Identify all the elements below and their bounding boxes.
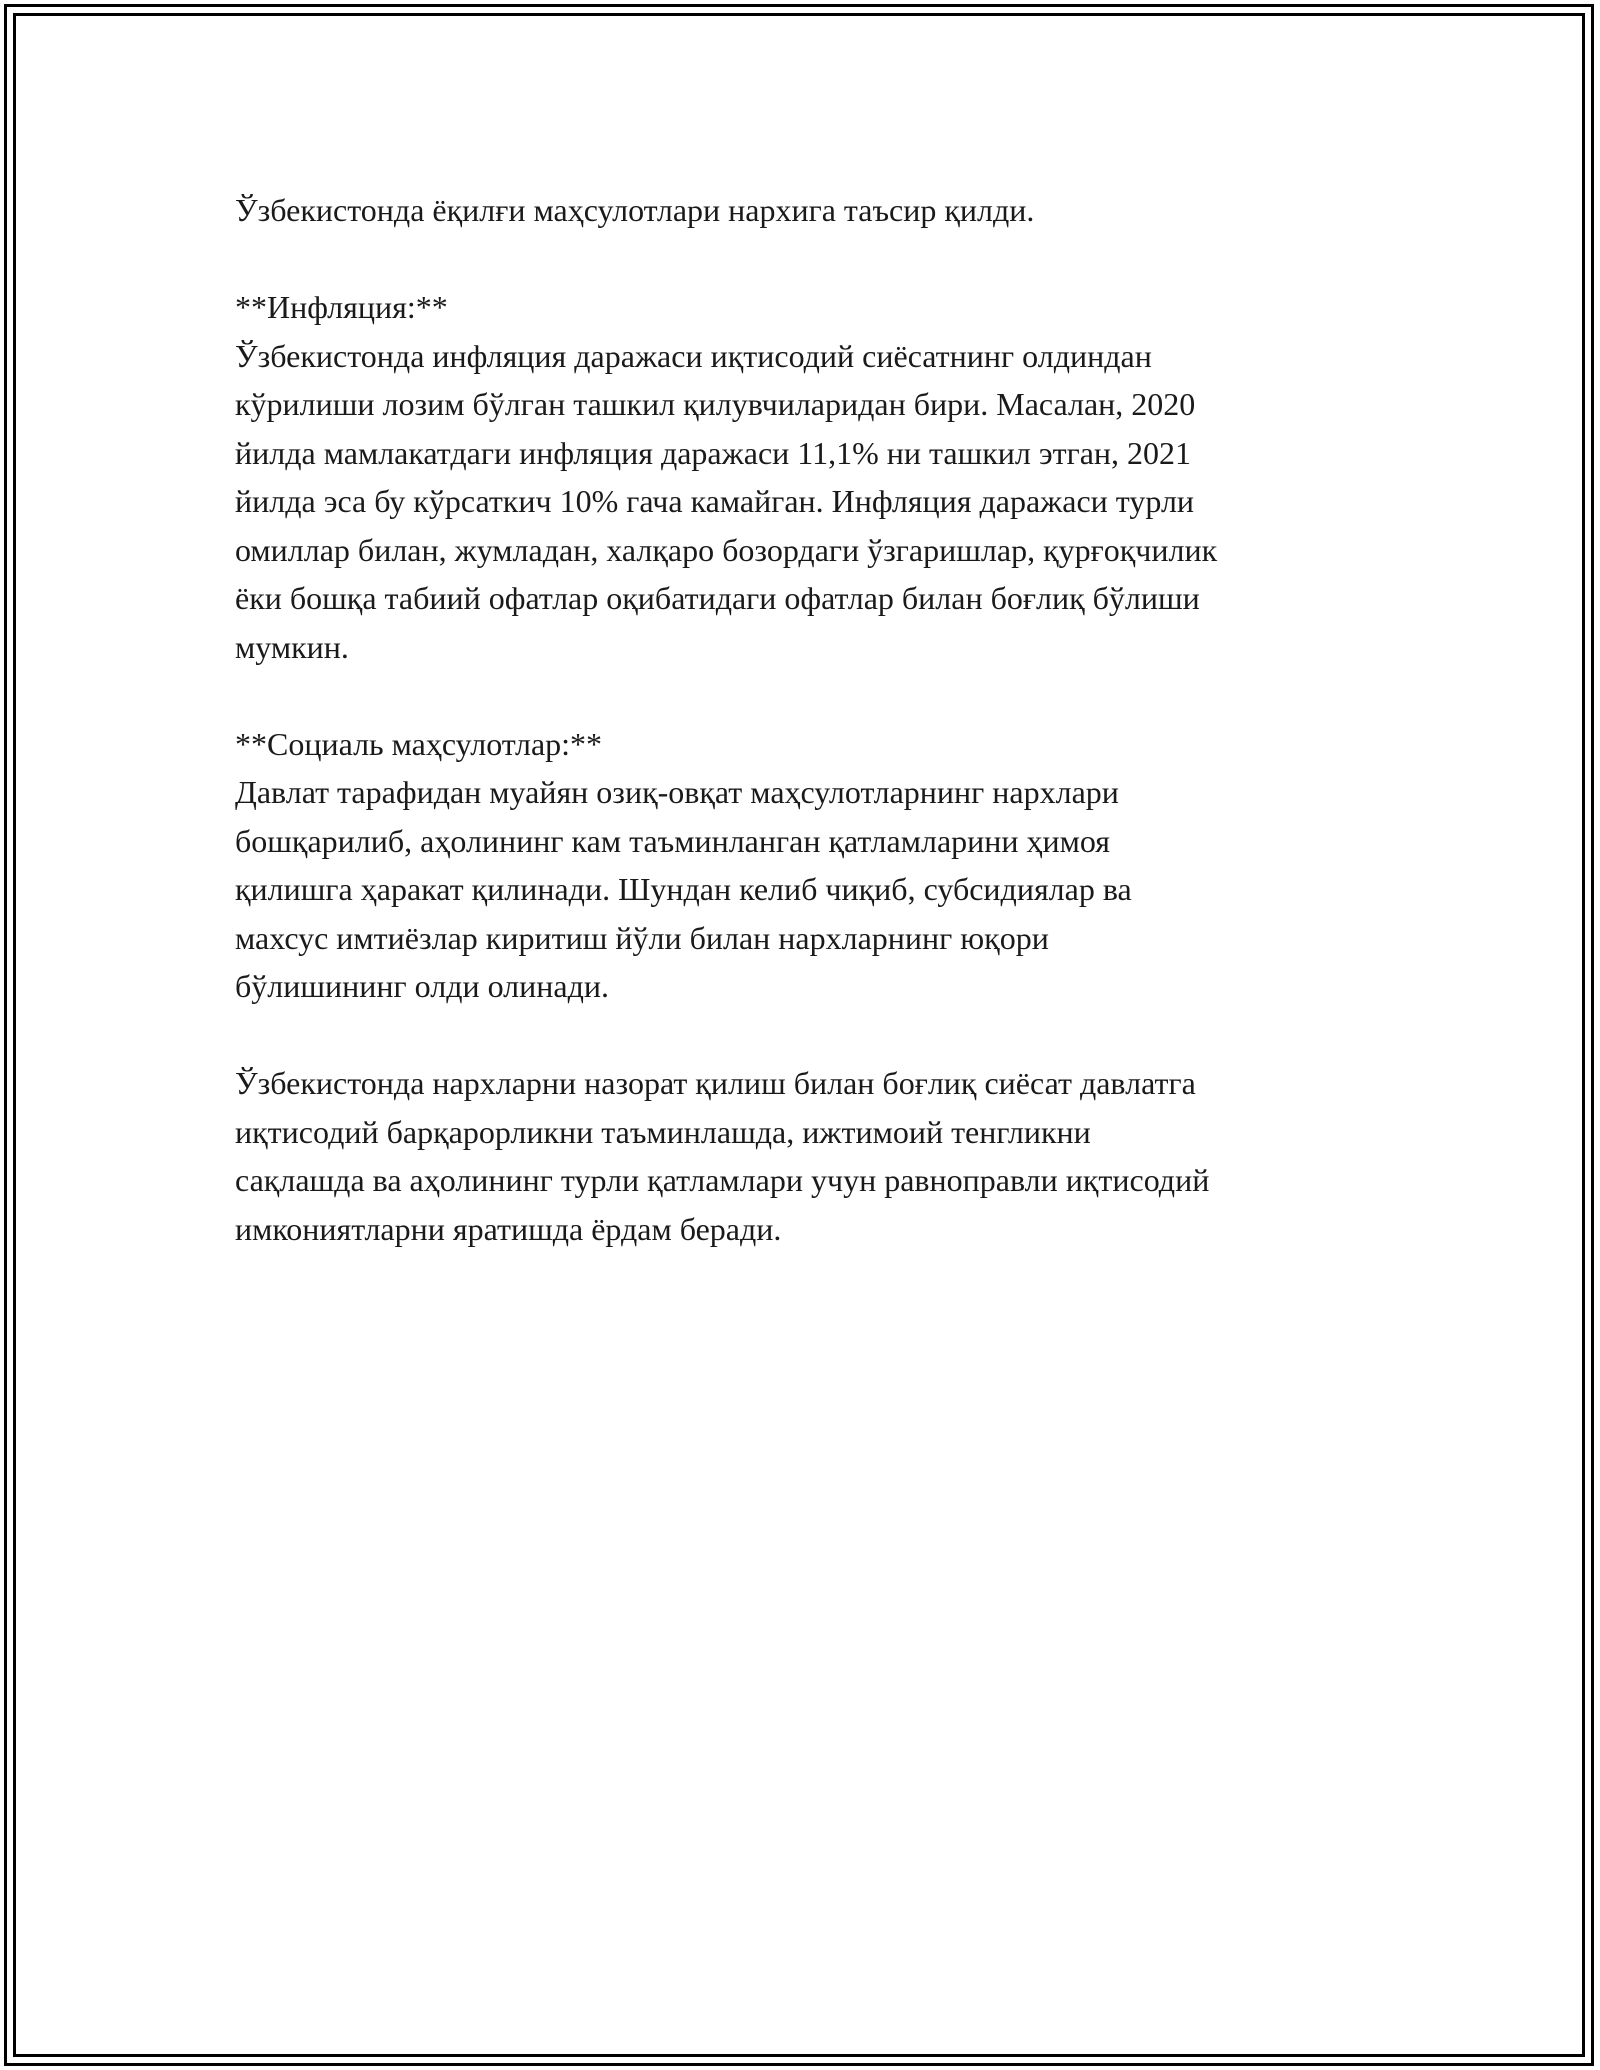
paragraph-gap	[235, 1011, 1385, 1060]
section-body-social-products: Давлат тарафидан муайян озиқ-овқат маҳсулотларнинг нархлари бошқарилиб, аҳолининг кам таъминланган қатламларини ҳимоя қилишга ҳаракат қилинади. Шундан келиб чиқиб, субсидиялар ва махсус имтиёзлар киритиш йўли билан нархларнинг юқори бўлишининг олди олинади.	[235, 774, 1132, 1004]
conclusion-paragraph: Ўзбекистонда нархларни назорат қилиш билан боғлиқ сиёсат давлатга иқтисодий барқарорликни таъминлашда, ижтимоий тенгликни сақлашда ва аҳолининг турли қатламлари учун равноправли иқтисодий имкониятларни яратишда ёрдам беради.	[235, 1065, 1210, 1247]
section-heading-inflation: **Инфляция:**	[235, 289, 448, 325]
intro-paragraph: Ўзбекистонда ёқилғи маҳсулотлари нархига таъсир қилди.	[235, 192, 1035, 228]
paragraph-gap	[235, 235, 1385, 284]
paragraph-gap	[235, 671, 1385, 720]
document-body	[235, 186, 1385, 1253]
section-body-inflation: Ўзбекистонда инфляция даражаси иқтисодий сиёсатнинг олдиндан кўрилиши лозим бўлган ташкил қилувчиларидан бири. Масалан, 2020 йилда мамлакатдаги инфляция даражаси 11,1% ни ташкил этган, 2021 йилда эса бу кўрсаткич 10% гача камайган. Инфляция даражаси турли омиллар билан, жумладан, халқаро бозордаги ўзгаришлар, қурғоқчилик ёки бошқа табиий офатлар оқибатидаги офатлар билан боғлиқ бўлиши мумкин.	[235, 337, 1218, 665]
section-heading-social-products: **Социаль маҳсулотлар:**	[235, 725, 603, 762]
